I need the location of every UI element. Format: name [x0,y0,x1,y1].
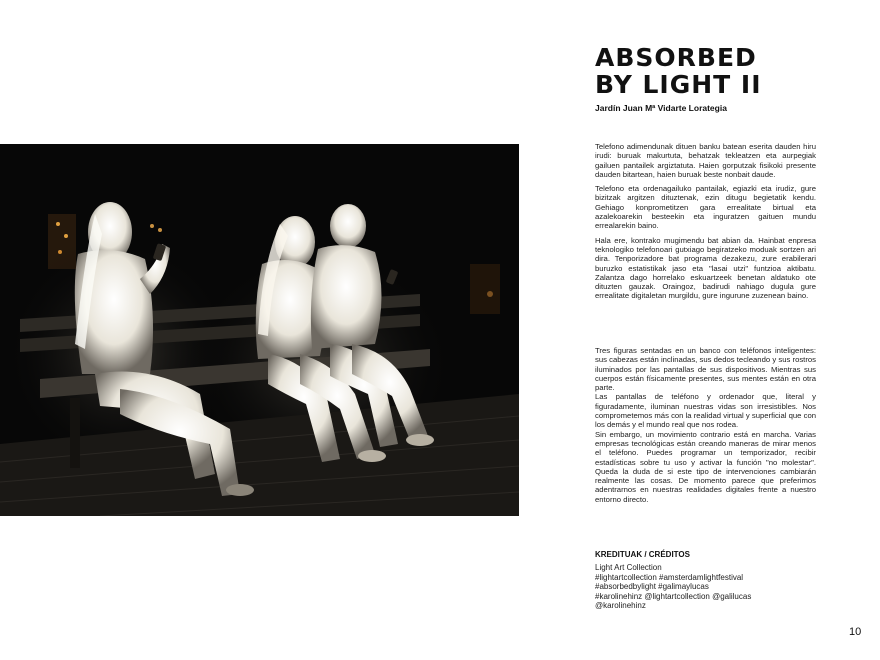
basque-paragraph: Telefono adimendunak dituen banku batean eserita dauden hiru irudi: buruak makurtuta, behatzak tekleatzen eta aurpegiak gailuen pantailek argiztatuta. Haien gorputzak fisikoki presente dauden bitartean, haien buruak beste nonbait daude. [595,142,816,179]
spanish-paragraph: Las pantallas de teléfono y ordenador que, literal y figuradamente, iluminan nuestras vidas son irresistibles. Nos comprometemos más con la realidad virtual y superficial que con los demás y el mundo real que nos rodea. [595,392,816,430]
basque-paragraph: Telefono eta ordenagailuko pantailak, egiazki eta irudiz, gure bizitzak argitzen dituztenak, ezin ditugu begietatik kendu. Gehiago konprometitzen gara errealitate birtual eta azalekoarekin besteekin eta inguratzen gaituen mundu errealarekin baino. [595,184,816,231]
spanish-text-column [595,346,816,504]
glowing-figures-on-bench-illustration [0,144,519,516]
artwork-title [595,44,855,98]
basque-paragraph: Hala ere, kontrako mugimendu bat abian da. Hainbat enpresa teknologiko telefonoari gutxiago begiratzeko moduak sortzen ari dira. Tenporizadore bat programa dezakezu, zure erabilerari buruzko estatistikak jaso eta "lasai utzi" funtzioa aktibatu. Zalantza dago horrelako eskuartzeek benetan aldatuko ote dituzten gauzak. Oraingoz, badirudi nahiago dugula gure errealitate digitaletan murgildu, gure ingurune zuzenean baino. [595,235,816,301]
basque-text-column [595,142,816,306]
title-line-1: ABSORBED [595,43,757,72]
credits-line: Light Art Collection [595,563,662,572]
location-subtitle: Jardín Juan Mª Vidarte Lorategia [595,103,727,113]
credits-line: #karolinehinz @lightartcollection @galilucas [595,591,752,601]
credits-list [595,563,825,611]
title-line-2: BY LIGHT II [595,70,762,99]
page-number: 10 [849,626,862,638]
spanish-paragraph: Sin embargo, un movimiento contrario está en marcha. Varias empresas tecnológicas están creando maneras de mirar menos el teléfono. Puedes programar un temporizador, recibir estadísticas sobre tu uso y activar la función "no molestar". Queda la duda de si este tipo de intervenciones cambiarán realmente las cosas. De momento parece que preferimos adentrarnos en nuestras realidades digitales frente a nuestro entorno directo. [595,429,816,504]
credits-line: #lightartcollection #amsterdamlightfestival [595,572,744,582]
spanish-paragraph: Tres figuras sentadas en un banco con teléfonos inteligentes: sus cabezas están inclinadas, sus dedos tecleando y sus rostros iluminados por las pantallas de sus dispositivos. Mientras sus cuerpos están físicamente presentes, sus mentes están en otra parte. [595,346,816,393]
artwork-photo [0,144,519,516]
credits-line: @karolinehinz [595,601,646,610]
credits-line: #absorbedbylight #galimaylucas [595,582,709,591]
credits-heading: KREDITUAK / CRÉDITOS [595,550,690,559]
